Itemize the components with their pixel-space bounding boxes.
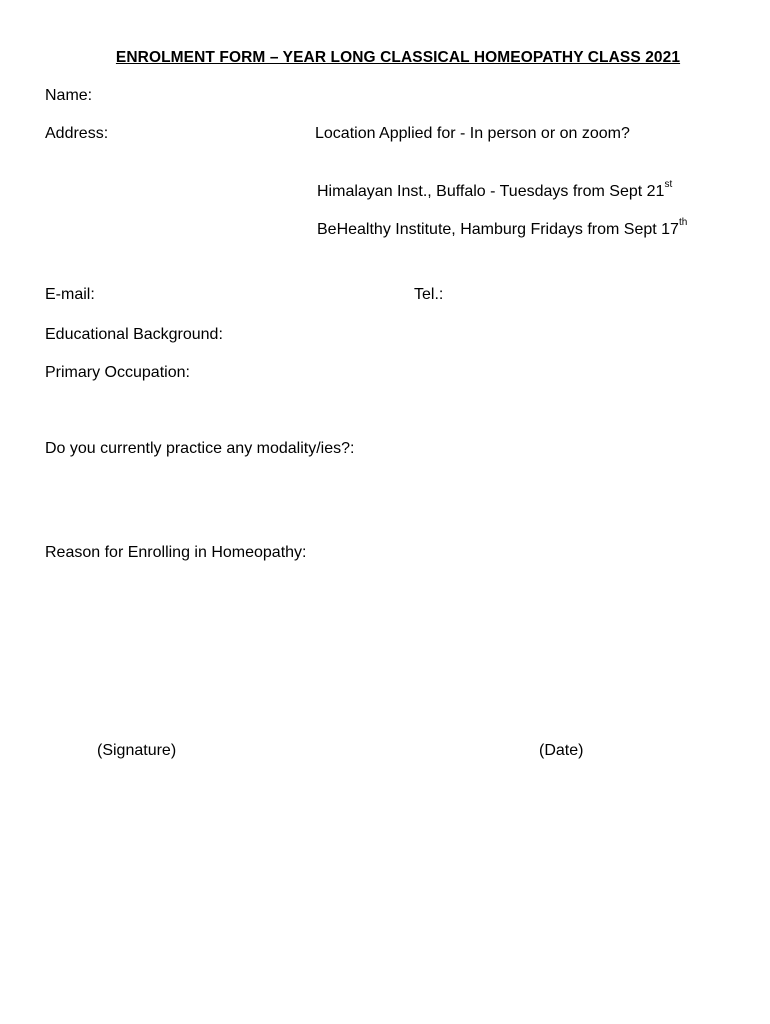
- date-label: (Date): [539, 742, 584, 759]
- location-option-hamburg: [317, 217, 688, 238]
- education-label: Educational Background:: [45, 326, 223, 343]
- location-option-hamburg-text: BeHealthy Institute, Hamburg Fridays from Sept 17: [317, 221, 679, 238]
- location-option-buffalo-text: Himalayan Inst., Buffalo - Tuesdays from Sept 21: [317, 183, 665, 200]
- occupation-label: Primary Occupation:: [45, 364, 190, 381]
- tel-label: Tel.:: [414, 286, 444, 303]
- modalities-label: Do you currently practice any modality/ies?:: [45, 440, 355, 457]
- location-option-buffalo-suffix: st: [664, 179, 673, 190]
- form-title: ENROLMENT FORM – YEAR LONG CLASSICAL HOMEOPATHY CLASS 2021: [115, 49, 681, 66]
- email-label: E-mail:: [45, 286, 95, 303]
- location-option-buffalo: [317, 179, 673, 200]
- location-option-hamburg-suffix: th: [678, 217, 688, 228]
- address-label: Address:: [45, 125, 109, 142]
- name-label: Name:: [45, 87, 93, 104]
- reason-label: Reason for Enrolling in Homeopathy:: [45, 544, 307, 561]
- location-question: Location Applied for - In person or on zoom?: [315, 125, 630, 142]
- signature-label: (Signature): [97, 742, 177, 759]
